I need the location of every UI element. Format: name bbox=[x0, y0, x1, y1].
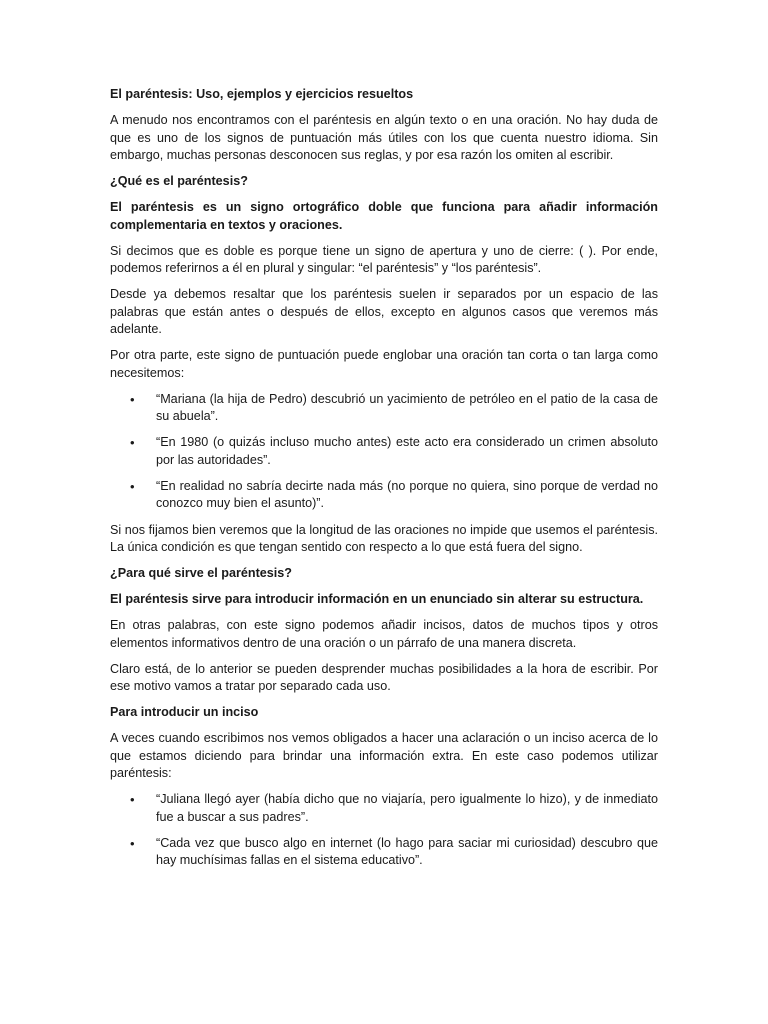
list-item: • “En realidad no sabría decirte nada más (no porque no quiera, sino porque de verdad no conozco muy bien el asunto)”. bbox=[110, 478, 658, 513]
intro-paragraph: A menudo nos encontramos con el paréntesis en algún texto o en una oración. No hay duda de que es uno de los signos de puntuación más útiles con los que cuenta nuestro idioma. Sin embargo, muchas personas desconocen sus reglas, y por esa razón los omiten al escribir. bbox=[110, 113, 658, 162]
examples-list-2 bbox=[110, 791, 658, 870]
examples-list-1 bbox=[110, 391, 658, 513]
list-item: • “Cada vez que busco algo en internet (lo hago para saciar mi curiosidad) descubro que hay muchísimas fallas en el sistema educativo”. bbox=[110, 835, 658, 870]
paragraph-por-otra-parte: Por otra parte, este signo de puntuación puede englobar una oración tan corta o tan larga como necesitemos: bbox=[110, 348, 658, 380]
document-title: El paréntesis: Uso, ejemplos y ejercicios resueltos bbox=[110, 87, 414, 101]
paragraph-en-otras: En otras palabras, con este signo podemos añadir incisos, datos de muchos tipos y otros elementos informativos dentro de una oración o un párrafo de una manera discreta. bbox=[110, 618, 658, 650]
paragraph-a-veces: A veces cuando escribimos nos vemos obligados a hacer una aclaración o un inciso acerca de lo que estamos diciendo para brindar una información extra. En este caso podemos utilizar paréntesis: bbox=[110, 731, 658, 780]
paragraph-desde-ya: Desde ya debemos resaltar que los paréntesis suelen ir separados por un espacio de las palabras que están antes o después de ellos, excepto en algunos casos que veremos más adelante. bbox=[110, 287, 658, 336]
section-heading-inciso: Para introducir un inciso bbox=[110, 705, 259, 719]
sirve-paragraph: El paréntesis sirve para introducir información en un enunciado sin alterar su estructura. bbox=[110, 592, 644, 606]
document-page bbox=[110, 86, 658, 879]
paragraph-claro-esta: Claro está, de lo anterior se pueden desprender muchas posibilidades a la hora de escribir. Por ese motivo vamos a tratar por separado cada uso. bbox=[110, 661, 658, 693]
list-item: • “Juliana llegó ayer (había dicho que no viajaría, pero igualmente lo hizo), y de inmediato fue a buscar a sus padres”. bbox=[110, 791, 658, 826]
paragraph-doble: Si decimos que es doble es porque tiene un signo de apertura y uno de cierre: ( ). Por ende, podemos referirnos a él en plural y singular: “el paréntesis” y “los paréntesis”. bbox=[110, 243, 658, 275]
list-item: • “Mariana (la hija de Pedro) descubrió un yacimiento de petróleo en el patio de la casa de su abuela”. bbox=[110, 391, 658, 426]
section-heading-para-que: ¿Para qué sirve el paréntesis? bbox=[110, 566, 292, 580]
list-item: • “En 1980 (o quizás incluso mucho antes) este acto era considerado un crimen absoluto por las autoridades”. bbox=[110, 434, 658, 469]
paragraph-si-nos-fijamos: Si nos fijamos bien veremos que la longitud de las oraciones no impide que usemos el paréntesis. La única condición es que tengan sentido con respecto a lo que está fuera del signo. bbox=[110, 522, 658, 554]
definition-paragraph: El paréntesis es un signo ortográfico doble que funciona para añadir información complementaria en textos y oraciones. bbox=[110, 200, 658, 232]
section-heading-que-es: ¿Qué es el paréntesis? bbox=[110, 174, 248, 188]
